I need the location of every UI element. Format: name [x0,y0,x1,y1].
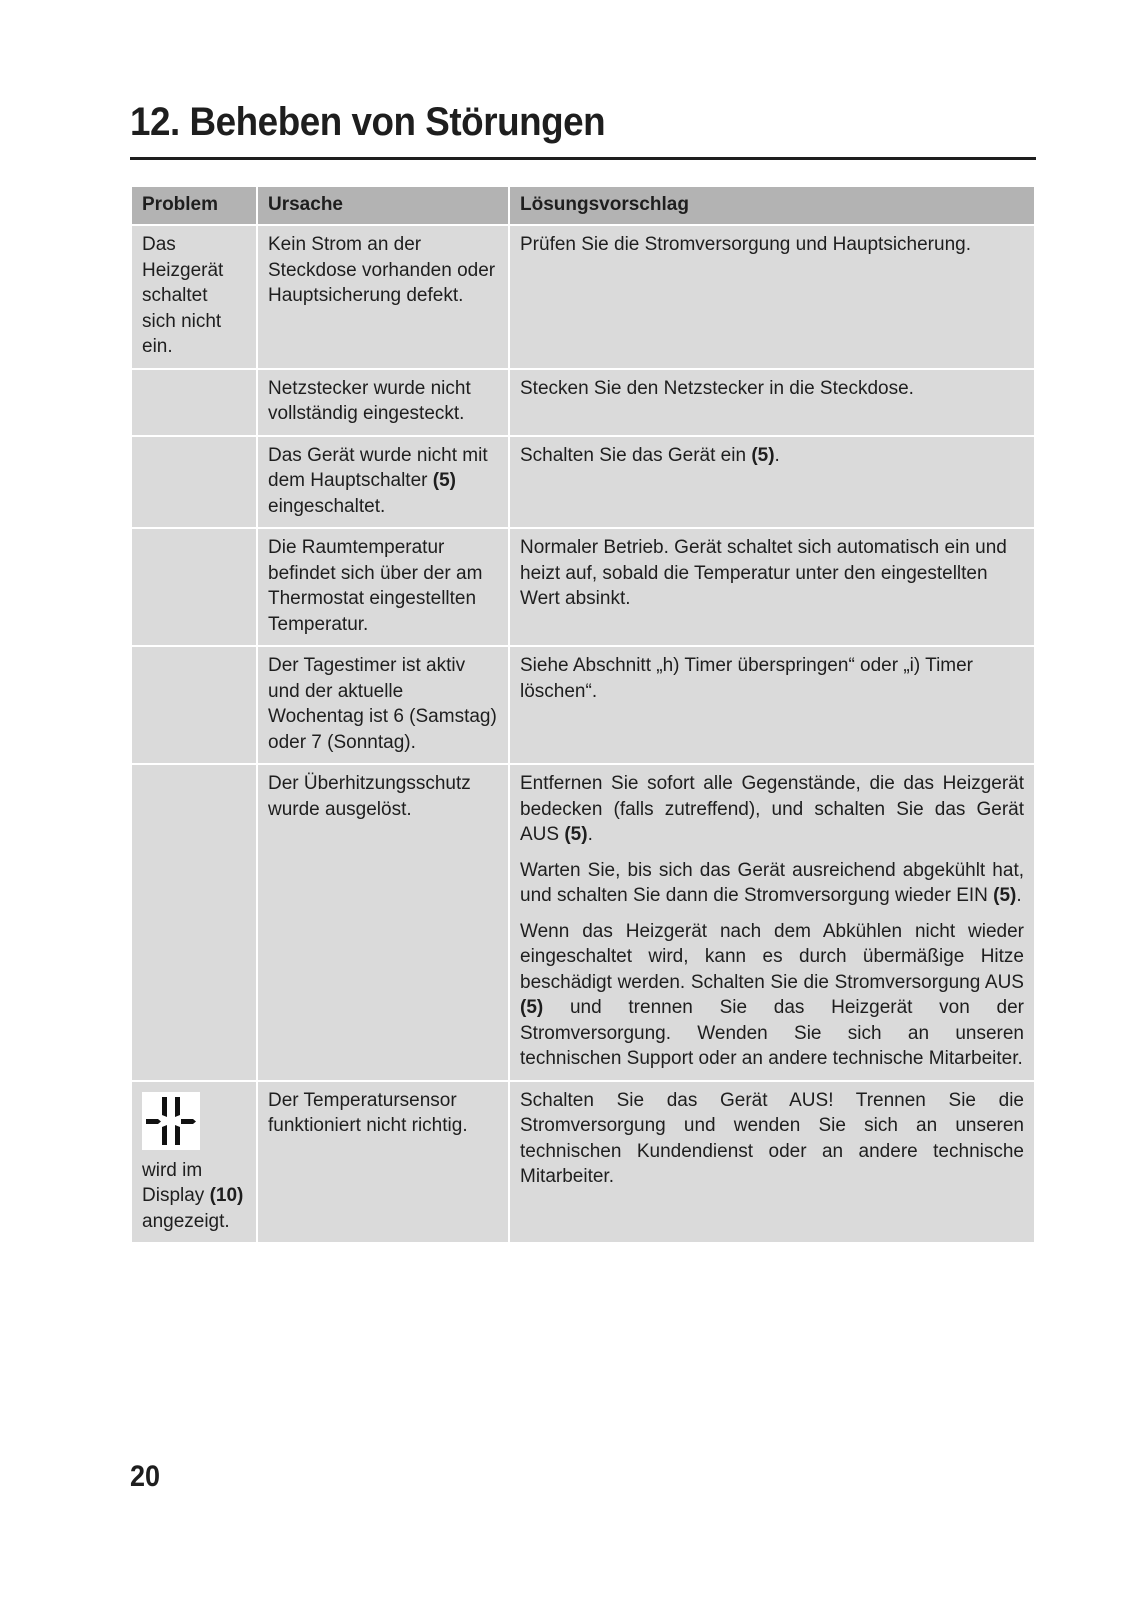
reference-number: (5) [993,885,1017,906]
table-row [132,226,1034,368]
cause-cell [258,765,508,1080]
solution-cell [510,529,1034,645]
solution-text: Prüfen Sie die Stromversorgung und Hauptsicherung. [520,234,971,255]
solution-text: Warten Sie, bis sich das Gerät ausreichend abgekühlt hat, und schalten Sie dann die Stromversorgung wieder EIN (5). [520,859,1024,906]
reference-number: (5) [751,444,775,466]
cause-cell [258,1082,508,1243]
solution-cell [510,765,1034,1080]
solution-text: Schalten Sie das Gerät ein (5). [520,444,780,466]
problem-cell [132,437,256,528]
cause-cell [258,647,508,763]
problem-cell [132,647,256,763]
solution-cell [510,1082,1034,1243]
header-cause: Ursache [258,187,508,224]
table-row [132,437,1034,528]
cause-text: Der Temperatursensor funktioniert nicht richtig. [268,1089,468,1136]
reference-number: (5) [520,997,544,1018]
cause-text: Die Raumtemperatur befindet sich über der am Thermostat eingestellten Temperatur. [268,537,483,635]
reference-number: (5) [564,824,588,845]
problem-cell [132,529,256,645]
table-row [132,1082,1034,1243]
table-row [132,529,1034,645]
cause-text: Netzstecker wurde nicht vollständig eingesteckt. [268,377,471,424]
page-title: 12. Beheben von Störungen [130,100,606,144]
problem-cell [132,370,256,435]
solution-cell [510,226,1034,368]
cause-cell [258,529,508,645]
solution-text: Schalten Sie das Gerät AUS! Trennen Sie die Stromversorgung und wenden Sie sich an unseren technischen Kundendienst oder an andere technische Mitarbeiter. [520,1089,1024,1187]
cause-text: Kein Strom an der Steckdose vorhanden oder Hauptsicherung defekt. [268,234,496,306]
cause-cell [258,226,508,368]
display-segment-error-icon [142,1092,200,1150]
table-row [132,370,1034,435]
problem-text: wird im Display (10) angezeigt. [142,1159,244,1232]
problem-cell [132,1082,256,1243]
solution-text: Entfernen Sie sofort alle Gegenstände, die das Heizgerät bedecken (falls zutreffend), und schalten Sie das Gerät AUS (5). [520,773,1024,845]
cause-text: Der Tagestimer ist aktiv und der aktuelle Wochentag ist 6 (Samstag) oder 7 (Sonntag). [268,655,497,753]
cause-text: Der Überhitzungsschutz wurde ausgelöst. [268,773,471,820]
problem-text: Das Heizgerät schaltet sich nicht ein. [142,234,224,357]
solution-cell [510,647,1034,763]
title-rule [130,157,1036,160]
solution-cell [510,370,1034,435]
reference-number: (10) [209,1185,244,1206]
solution-text: Wenn das Heizgerät nach dem Abkühlen nicht wieder eingeschaltet wird, kann es durch übermäßige Hitze beschädigt werden. Schalten Sie die Stromversorgung AUS (5) und trennen Sie das Heizgerät von der Stromversorgung. Wenden Sie sich an unseren technischen Support oder an andere technische Mitarbeiter. [520,920,1024,1069]
page-number: 20 [130,1460,161,1493]
solution-text: Stecken Sie den Netzstecker in die Steckdose. [520,377,914,399]
troubleshooting-table [130,185,1036,1244]
header-problem: Problem [132,187,256,224]
header-solution: Lösungsvorschlag [510,187,1034,224]
solution-cell [510,437,1034,528]
solution-text: Normaler Betrieb. Gerät schaltet sich automatisch ein und heizt auf, sobald die Temperatur unter den eingestellten Wert absinkt. [520,537,1007,609]
problem-cell [132,226,256,368]
table-row [132,647,1034,763]
cause-cell [258,370,508,435]
table-row [132,765,1034,1080]
table-header-row [132,187,1034,224]
cause-text: Das Gerät wurde nicht mit dem Hauptschalter (5) eingeschaltet. [268,444,488,517]
cause-cell [258,437,508,528]
problem-cell [132,765,256,1080]
solution-text: Siehe Abschnitt „h) Timer überspringen“ oder „i) Timer löschen“. [520,655,974,702]
reference-number: (5) [432,470,456,491]
